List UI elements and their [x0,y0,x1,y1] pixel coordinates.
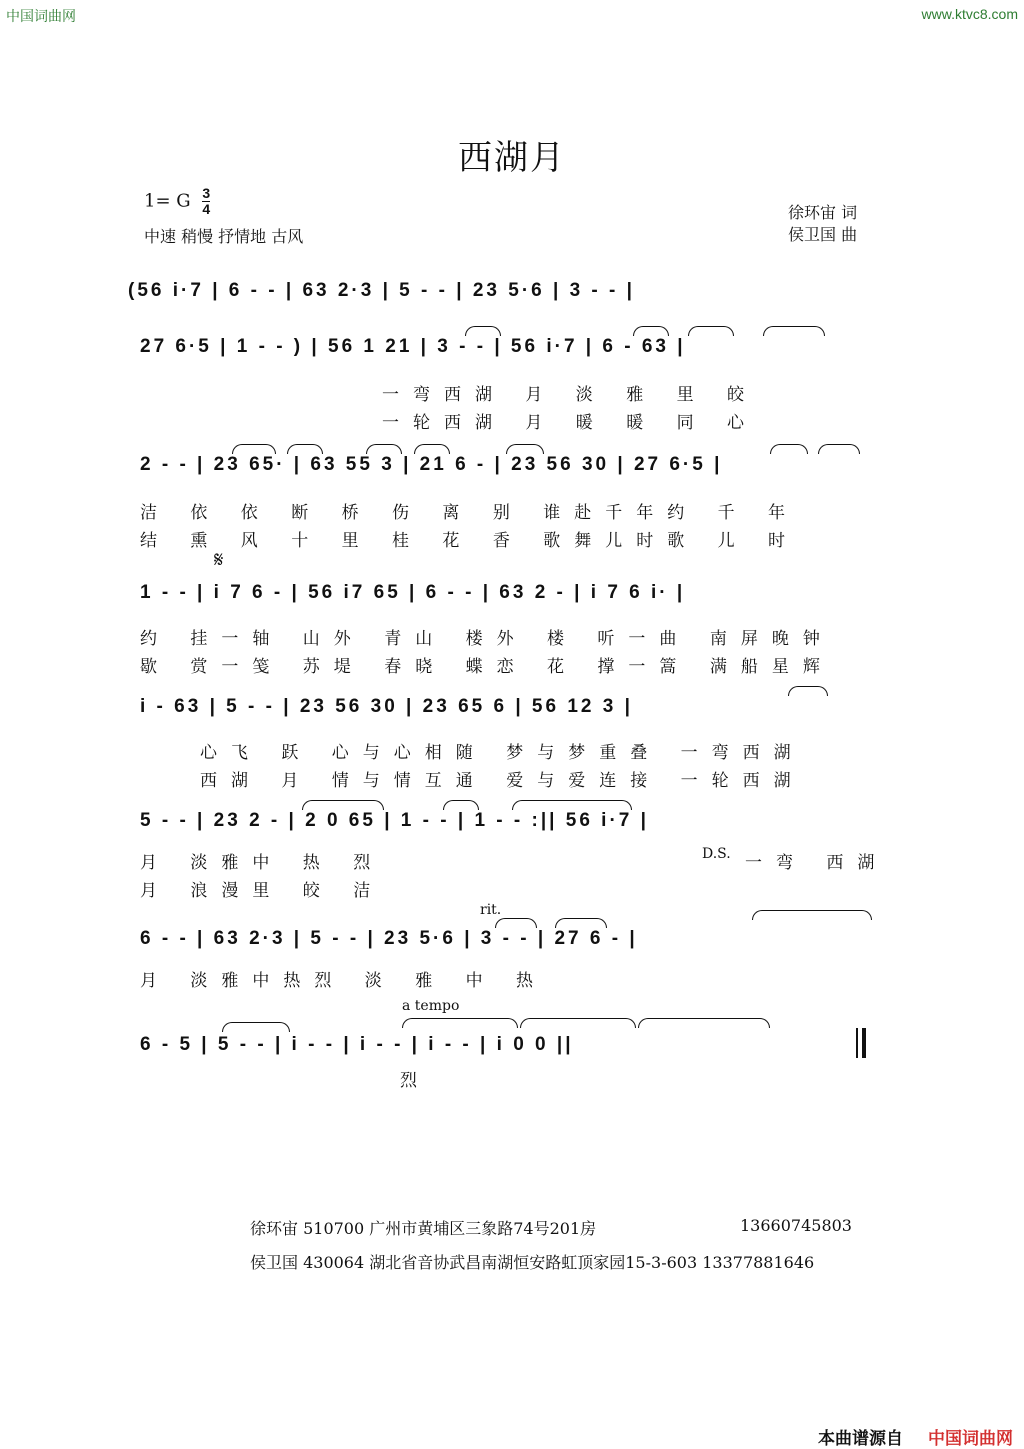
slur [402,1018,518,1028]
slur [788,686,828,696]
system-5-notes: i - 63 | 5 - - | 23 56 30 | 23 65 6 | 56 12 3 | [140,696,633,717]
slur [495,918,537,928]
system-4-lyric-2: 歇 赏一笺 苏堤 春晓 蝶恋 花 撑一篙 满船星辉 [140,657,834,677]
slur [752,910,872,920]
final-barline-thin [856,1028,858,1058]
slur [555,918,607,928]
song-title: 西湖月 [458,138,566,178]
system-3-lyric-2: 结 熏 风 十 里 桂 花 香 歌舞儿时歌 儿 时 [140,531,800,551]
system-6-notes: 5 - - | 23 2 - | 2 0 65 | 1 - - | 1 - - :|| 56 i·7 | [140,810,649,831]
system-2-notes: 27 6·5 | 1 - - ) | 56 1 21 | 3 - - | 56 i·7 | 6 - 63 | [140,336,686,357]
system-6-lyric-1: 月 淡雅中 热 烈 [140,853,385,873]
system-1-notes: (56 i·7 | 6 - - | 63 2·3 | 5 - - | 23 5·6 | 3 - - | [128,280,635,301]
slur [633,326,669,336]
key-signature: 1= G $\frac{3}{4}$ [144,185,211,217]
system-7-notes: 6 - - | 63 2·3 | 5 - - | 23 5·6 | 3 - - | 27 6 - | [140,928,638,949]
segno-icon: 𝄋 [214,548,224,573]
system-7-lyric-1: 月 淡雅中热烈 淡 雅 中 热 [140,971,548,991]
system-2-lyric-1: 一弯西湖 月 淡 雅 里 皎 [382,385,759,405]
system-4-notes: 1 - - | i 7 6 - | 56 i7 65 | 6 - - | 63 2 - | i 7 6 i· | [140,582,686,603]
ds-marking: D.S. [702,846,731,862]
rit-marking: rit. [480,902,502,918]
slur [366,444,402,454]
a-tempo-marking: a tempo [402,998,460,1014]
system-8-notes: 6 - 5 | 5 - - | i - - | i - - | i - - | i 0 0 || [140,1034,574,1055]
slur [232,444,276,454]
slur [638,1018,770,1028]
system-3-lyric-1: 洁 依 依 断 桥 伤 离 别 谁赴千年约 千 年 [140,503,800,523]
final-barline [862,1028,866,1058]
system-8-lyric-1: 烈 [400,1071,431,1091]
system-5-lyric-2: 西湖 月 情与情互通 爱与爱连接 一轮西湖 [200,771,805,791]
system-4-lyric-1: 约 挂一轴 山外 青山 楼外 楼 听一曲 南屏晚钟 [140,629,834,649]
slur [520,1018,636,1028]
slur [222,1022,290,1032]
source-brand[interactable]: 中国词曲网 [928,1429,1013,1448]
system-6-lyric-2: 月 浪漫里 皎 洁 [140,881,385,901]
footer-lyricist-phone: 13660745803 [740,1216,852,1235]
system-5-lyric-1: 心飞 跃 心与心相随 梦与梦重叠 一弯西湖 [200,743,805,763]
system-3-notes: 2 - - | 23 65· | 63 55 3 | 21 6 - | 23 56 30 | 27 6·5 | [140,454,723,475]
source-label: 本曲谱源自 [818,1429,903,1448]
tempo-marking: 中速 稍慢 抒情地 古风 [144,227,304,246]
time-signature: $\frac{3}{4}$ [202,185,211,217]
watermark-right: www.ktvc8.com [921,6,1018,22]
footer-composer-address: 侯卫国 430064 湖北省音协武昌南湖恒安路虹顶家园15-3-603 13377881646 [250,1253,815,1272]
slur [414,444,450,454]
slur [506,444,544,454]
slur [688,326,734,336]
slur [770,444,808,454]
composer: 侯卫国 曲 [788,225,858,244]
footer-lyricist-address: 徐环宙 510700 广州市黄埔区三象路74号201房 [250,1219,597,1238]
slur [287,444,323,454]
system-2-lyric-2: 一轮西湖 月 暖 暖 同 心 [382,413,759,433]
ds-lyric: 一弯 西湖 [745,853,889,873]
lyricist: 徐环宙 词 [788,203,858,222]
slur [465,326,501,336]
slur [302,800,384,810]
slur [763,326,825,336]
slur [512,800,632,810]
slur [818,444,860,454]
slur [443,800,479,810]
watermark-left: 中国词曲网 [6,8,76,24]
